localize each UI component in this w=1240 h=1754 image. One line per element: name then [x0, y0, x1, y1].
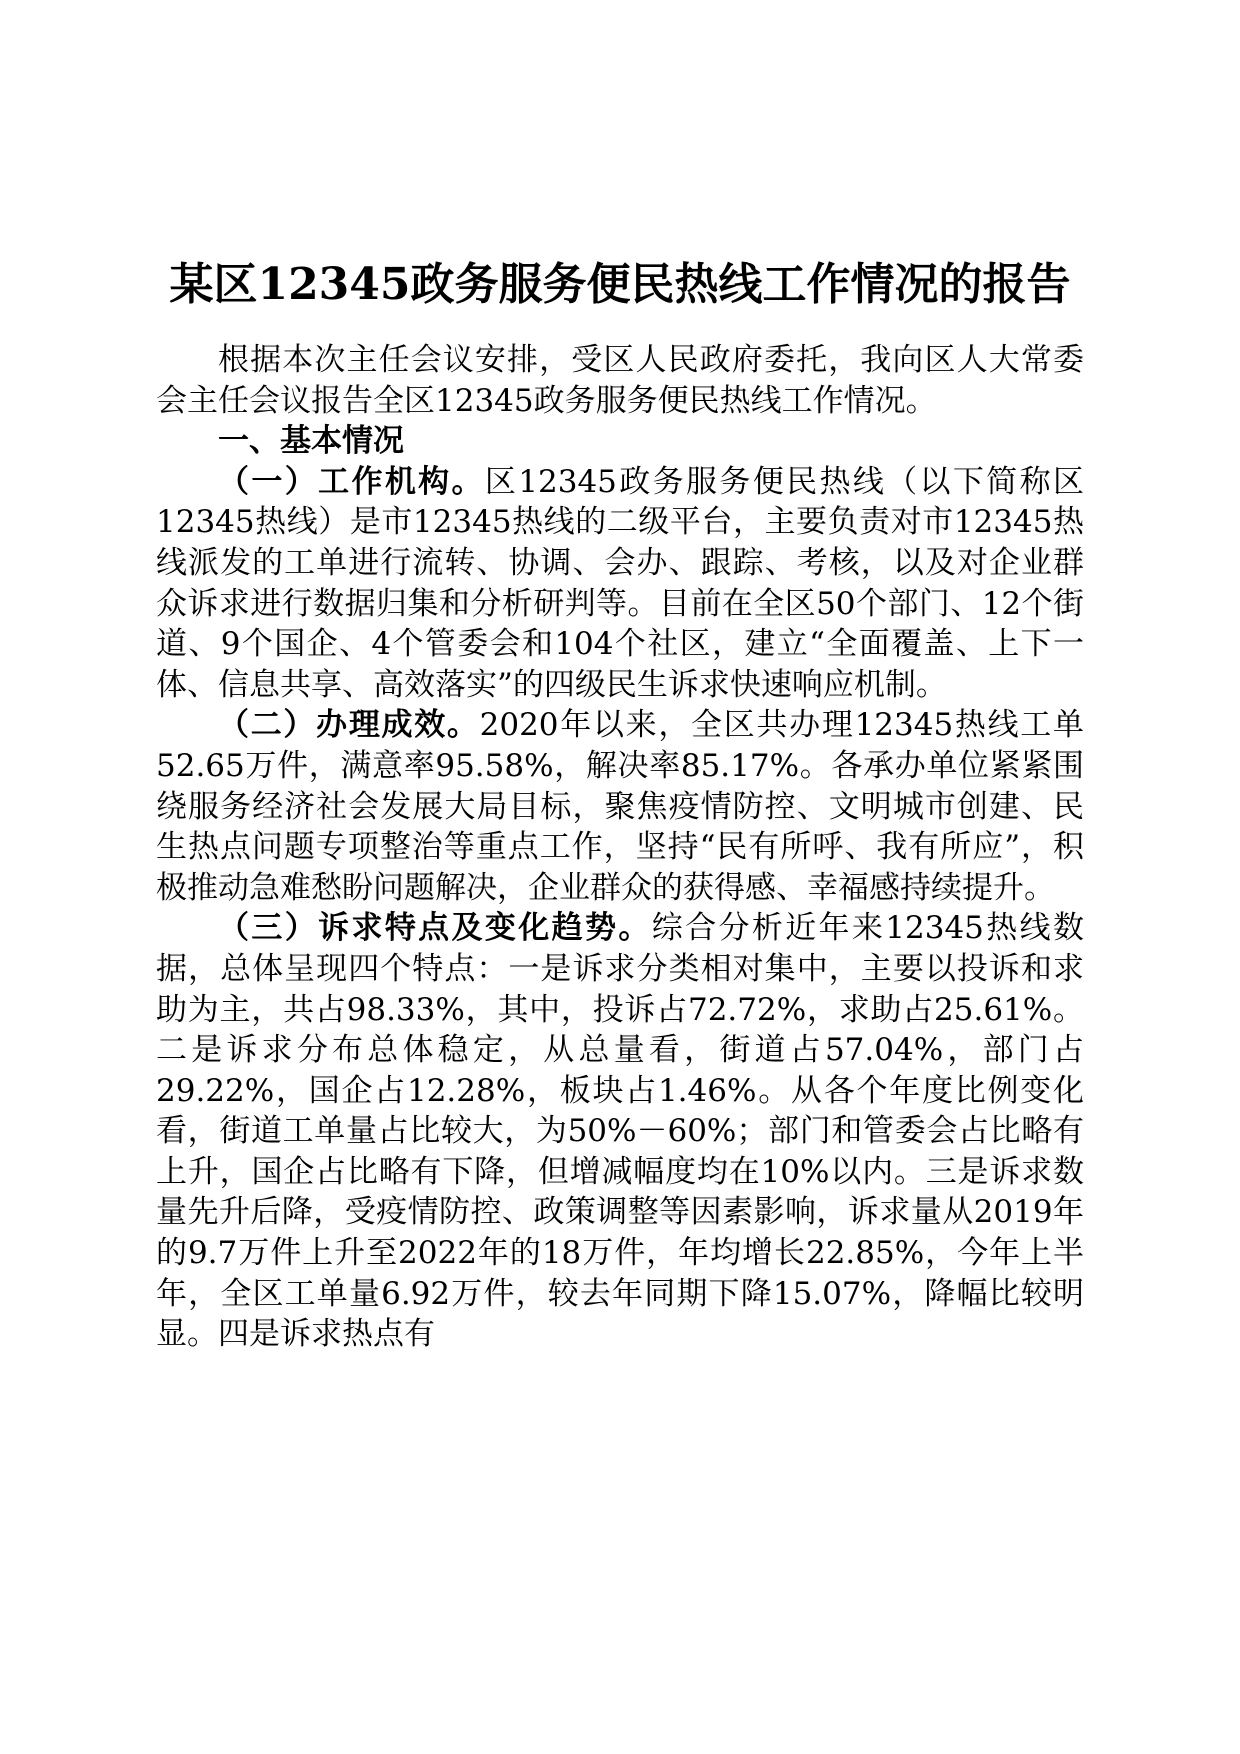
paragraph-label: （一）工作机构。 [218, 463, 485, 500]
paragraph-text: 区12345政务服务便民热线（以下简称区12345热线）是市12345热线的二级平台，主要负责对市12345热线派发的工单进行流转、协调、会办、跟踪、考核，以及对企业群众诉求进行数据归集和分析研判等。目前在全区50个部门、12个街道、9个国企、4个管委会和104个社区，建立“全面覆盖、上下一体、信息共享、高效落实”的四级民生诉求快速响应机制。 [156, 463, 1084, 703]
section-heading: 一、基本情况 [218, 423, 404, 460]
paragraph-trends [156, 908, 1084, 1355]
paragraph-text: 综合分析近年来12345热线数据，总体呈现四个特点：一是诉求分类相对集中，主要以投诉和求助为主，共占98.33%，其中，投诉占72.72%，求助占25.61%。二是诉求分布总体稳定，从总量看，街道占57.04%，部门占29.22%，国企占12.28%，板块占1.46%。从各个年度比例变化看，街道工单量占比较大，为50%－60%；部门和管委会占比略有上升，国企占比略有下降，但增减幅度均在10%以内。三是诉求数量先升后降，受疫情防控、政策调整等因素影响，诉求量从2019年的9.7万件上升至2022年的18万件，年均增长22.85%，今年上半年，全区工单量6.92万件，较去年同期下降15.07%，降幅比较明显。四是诉求热点有 [156, 910, 1084, 1353]
paragraph-results [156, 705, 1084, 908]
document-title: 某区12345政务服务便民热线工作情况的报告 [169, 259, 1071, 310]
paragraph-label: （三）诉求特点及变化趋势。 [218, 910, 652, 947]
document-body [156, 340, 1084, 1355]
paragraph-text: 2020年以来，全区共办理12345热线工单52.65万件，满意率95.58%，解决率85.17%。各承办单位紧紧围绕服务经济社会发展大局目标，聚焦疫情防控、文明城市创建、民生热点问题专项整治等重点工作，坚持“民有所呼、我有所应”，积极推动急难愁盼问题解决，企业群众的获得感、幸福感持续提升。 [156, 707, 1085, 906]
intro-paragraph: 根据本次主任会议安排，受区人民政府委托，我向区人大常委会主任会议报告全区12345政务服务便民热线工作情况。 [156, 342, 1084, 419]
paragraph-work-agency [156, 462, 1084, 706]
paragraph-label: （二）办理成效。 [218, 707, 480, 744]
